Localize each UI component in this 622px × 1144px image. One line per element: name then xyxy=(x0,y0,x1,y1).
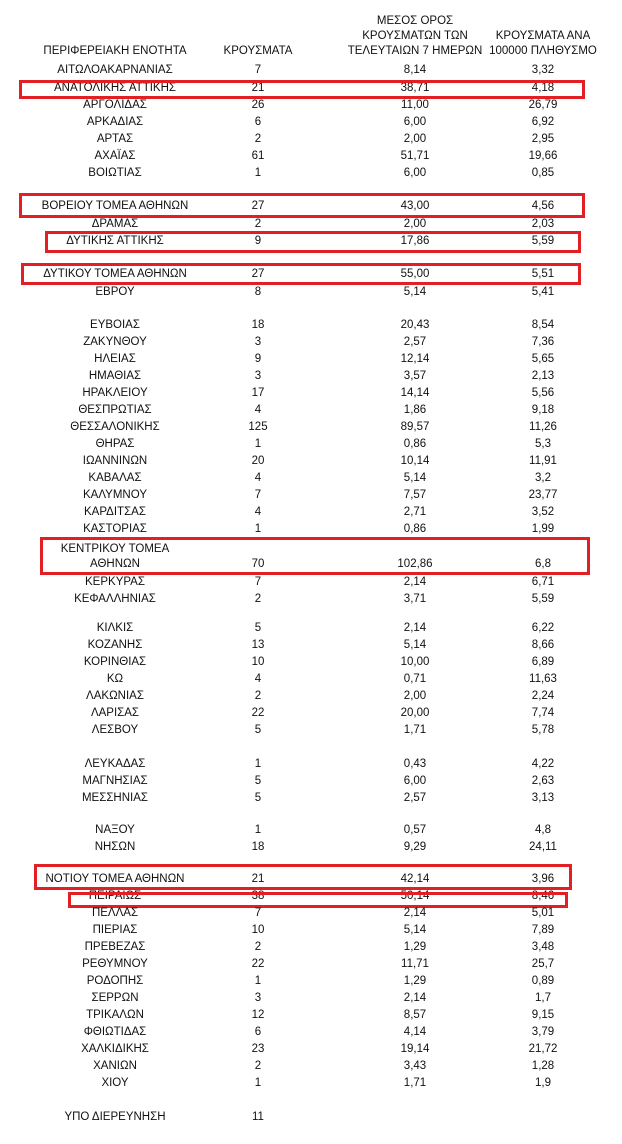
region-name: ΔΥΤΙΚΗΣ ΑΤΤΙΚΗΣ xyxy=(66,235,164,247)
highlight-box-κεντρικου-τομεα-αθηνων xyxy=(40,537,590,575)
per100k-value: 6,89 xyxy=(531,656,555,668)
region-name-line-2: ΑΘΗΝΩΝ xyxy=(90,558,140,570)
per100k-value: 4,8 xyxy=(535,824,551,836)
cases-value: 2 xyxy=(254,133,262,145)
column-header-region: ΠΕΡΙΦΕΡΕΙΑΚΗ ΕΝΟΤΗΤΑ xyxy=(43,45,187,57)
cases-value: 27 xyxy=(251,200,265,212)
table-row xyxy=(0,574,622,591)
per100k-value: 9,18 xyxy=(531,404,555,416)
cases-value: 1 xyxy=(254,523,262,535)
avg-7day-value: 5,14 xyxy=(403,472,427,484)
cases-value: 5 xyxy=(254,724,262,736)
per100k-value: 1,7 xyxy=(535,992,551,1004)
region-name: ΗΛΕΙΑΣ xyxy=(94,353,136,365)
table-row xyxy=(0,165,622,182)
cases-value: 21 xyxy=(251,82,265,94)
per100k-header-line-1: ΚΡΟΥΣΜΑΤΑ ΑΝΑ xyxy=(495,30,591,42)
table-row xyxy=(0,1007,622,1024)
avg-7day-value: 55,00 xyxy=(400,268,430,280)
avg-7day-value: 102,86 xyxy=(397,558,433,570)
region-name: ΠΙΕΡΙΑΣ xyxy=(92,924,138,936)
avg-7day-value: 42,14 xyxy=(400,873,430,885)
avg-header-line-3: ΤΕΛΕΥΤΑΙΩΝ 7 ΗΜΕΡΩΝ xyxy=(347,45,483,57)
per100k-value: 3,52 xyxy=(531,506,555,518)
table-row xyxy=(0,284,622,301)
per100k-value: 4,22 xyxy=(531,758,555,770)
highlight-box-νοτιου-τομεα-αθηνων xyxy=(34,864,572,890)
cases-value: 27 xyxy=(251,268,265,280)
table-row xyxy=(0,654,622,671)
per100k-value: 2,24 xyxy=(531,690,555,702)
table-row xyxy=(0,722,622,739)
per100k-value: 3,32 xyxy=(531,64,555,76)
table-row xyxy=(0,114,622,131)
region-name: ΥΠΟ ΔΙΕΡΕΥΝΗΣΗ xyxy=(64,1111,166,1123)
cases-value: 5 xyxy=(254,622,262,634)
cases-value: 2 xyxy=(254,1060,262,1072)
cases-value: 11 xyxy=(252,1111,264,1123)
avg-7day-value: 3,43 xyxy=(403,1060,427,1072)
region-name: ΧΑΝΙΩΝ xyxy=(93,1060,137,1072)
cases-value: 6 xyxy=(254,1026,262,1038)
cases-value: 10 xyxy=(251,656,265,668)
avg-7day-value: 0,71 xyxy=(403,673,427,685)
region-name: ΚΩ xyxy=(106,673,124,685)
avg-7day-value: 43,00 xyxy=(400,200,430,212)
table-row xyxy=(0,620,622,637)
table-row xyxy=(0,773,622,790)
per100k-value: 3,79 xyxy=(531,1026,555,1038)
cases-value: 4 xyxy=(254,673,262,685)
per100k-value: 5,59 xyxy=(531,235,555,247)
per100k-value: 5,3 xyxy=(535,438,551,450)
table-row xyxy=(0,351,622,368)
cases-value: 21 xyxy=(251,873,265,885)
per100k-value: 3,96 xyxy=(531,873,555,885)
region-name: ΚΕΡΚΥΡΑΣ xyxy=(85,576,145,588)
cases-value: 23 xyxy=(251,1043,265,1055)
region-name: ΡΟΔΟΠΗΣ xyxy=(86,975,144,987)
avg-7day-value: 10,00 xyxy=(400,656,430,668)
region-name: ΚΑΡΔΙΤΣΑΣ xyxy=(84,506,146,518)
per100k-value: 5,65 xyxy=(531,353,555,365)
cases-value: 1 xyxy=(254,824,262,836)
table-row xyxy=(0,1109,622,1126)
table-row xyxy=(0,922,622,939)
avg-7day-value: 0,86 xyxy=(403,438,427,450)
region-name: ΛΕΣΒΟΥ xyxy=(91,724,139,736)
cases-value: 4 xyxy=(254,472,262,484)
table-row xyxy=(0,487,622,504)
avg-7day-value: 12,14 xyxy=(400,353,430,365)
region-name: ΒΟΡΕΙΟΥ ΤΟΜΕΑ ΑΘΗΝΩΝ xyxy=(41,200,189,212)
region-name: ΘΕΣΠΡΩΤΙΑΣ xyxy=(78,404,152,416)
cases-value: 3 xyxy=(254,992,262,1004)
highlight-box-δυτικου-τομεα-αθηνων xyxy=(21,263,581,285)
region-name: ΒΟΙΩΤΙΑΣ xyxy=(88,167,142,179)
region-name: ΛΑΡΙΣΑΣ xyxy=(90,707,140,719)
cases-value: 2 xyxy=(254,690,262,702)
region-name: ΚΕΦΑΛΛΗΝΙΑΣ xyxy=(74,593,156,605)
table-row xyxy=(0,671,622,688)
region-name: ΚΑΛΥΜΝΟΥ xyxy=(83,489,147,501)
cases-value: 5 xyxy=(254,792,262,804)
region-name: ΠΡΕΒΕΖΑΣ xyxy=(84,941,146,953)
avg-7day-value: 6,00 xyxy=(403,167,427,179)
cases-value: 1 xyxy=(254,758,262,770)
table-row xyxy=(0,705,622,722)
per100k-value: 7,74 xyxy=(531,707,555,719)
per100k-value: 6,92 xyxy=(531,116,555,128)
cases-value: 2 xyxy=(254,941,262,953)
region-name: ΚΟΖΑΝΗΣ xyxy=(87,639,143,651)
table-row xyxy=(0,470,622,487)
cases-value: 8 xyxy=(254,286,262,298)
per100k-value: 7,89 xyxy=(531,924,555,936)
avg-7day-value: 4,14 xyxy=(403,1026,427,1038)
table-row xyxy=(0,148,622,165)
per100k-value: 1,99 xyxy=(531,523,555,535)
avg-7day-value: 0,86 xyxy=(403,523,427,535)
column-header-cases: ΚΡΟΥΣΜΑΤΑ xyxy=(223,45,293,57)
cases-value: 12 xyxy=(251,1009,265,1021)
avg-7day-value: 10,14 xyxy=(400,455,430,467)
avg-7day-value: 0,57 xyxy=(403,824,427,836)
table-row xyxy=(0,790,622,807)
per100k-value: 3,2 xyxy=(535,472,551,484)
cases-value: 1 xyxy=(254,1077,262,1089)
per100k-value: 6,22 xyxy=(531,622,555,634)
cases-value: 5 xyxy=(254,775,262,787)
avg-7day-value: 11,71 xyxy=(401,958,429,970)
cases-value: 7 xyxy=(254,64,262,76)
avg-7day-value: 2,00 xyxy=(403,218,427,230)
per100k-value: 9,15 xyxy=(531,1009,555,1021)
region-name: ΜΑΓΝΗΣΙΑΣ xyxy=(82,775,148,787)
per100k-value: 5,78 xyxy=(531,724,555,736)
per100k-value: 2,13 xyxy=(531,370,555,382)
cases-value: 9 xyxy=(254,235,262,247)
avg-7day-value: 51,71 xyxy=(400,150,430,162)
table-row xyxy=(0,402,622,419)
region-name: ΚΑΣΤΟΡΙΑΣ xyxy=(83,523,147,535)
per100k-value: 8,46 xyxy=(531,890,555,902)
table-row xyxy=(0,591,622,608)
region-name: ΠΕΙΡΑΙΩΣ xyxy=(88,890,142,902)
highlight-box-δυτικης-αττικης xyxy=(45,231,581,253)
avg-7day-value: 89,57 xyxy=(400,421,430,433)
avg-7day-value: 2,00 xyxy=(403,133,427,145)
column-header-avg xyxy=(330,14,500,59)
avg-7day-value: 3,71 xyxy=(403,593,427,605)
region-name: ΕΥΒΟΙΑΣ xyxy=(90,319,140,331)
per100k-value: 5,59 xyxy=(531,593,555,605)
per100k-value: 1,9 xyxy=(535,1077,551,1089)
column-header-per100k xyxy=(478,29,608,59)
table-row xyxy=(0,1041,622,1058)
table-row xyxy=(0,131,622,148)
cases-value: 1 xyxy=(254,167,262,179)
avg-7day-value: 1,86 xyxy=(403,404,427,416)
table-row xyxy=(0,419,622,436)
avg-7day-value: 2,57 xyxy=(403,792,427,804)
avg-7day-value: 3,57 xyxy=(403,370,427,382)
table-row xyxy=(0,956,622,973)
avg-7day-value: 8,14 xyxy=(403,64,427,76)
table-row xyxy=(0,637,622,654)
region-name: ΔΡΑΜΑΣ xyxy=(91,218,139,230)
region-name: ΣΕΡΡΩΝ xyxy=(91,992,139,1004)
cases-value: 1 xyxy=(254,975,262,987)
avg-7day-value: 5,14 xyxy=(403,924,427,936)
avg-7day-value: 2,14 xyxy=(403,576,427,588)
region-name: ΚΙΛΚΙΣ xyxy=(96,622,134,634)
per100k-value: 21,72 xyxy=(528,1043,558,1055)
avg-7day-value: 11,00 xyxy=(401,99,429,111)
per100k-value: 3,13 xyxy=(531,792,555,804)
cases-value: 70 xyxy=(251,558,265,570)
avg-header-line-1: ΜΕΣΟΣ ΟΡΟΣ xyxy=(376,15,454,27)
avg-7day-value: 17,86 xyxy=(400,235,430,247)
cases-value: 4 xyxy=(254,404,262,416)
avg-7day-value: 1,71 xyxy=(403,724,427,736)
avg-7day-value: 0,43 xyxy=(403,758,427,770)
region-name: ΝΗΣΩΝ xyxy=(94,841,136,853)
avg-7day-value: 6,00 xyxy=(403,775,427,787)
region-name: ΚΑΒΑΛΑΣ xyxy=(88,472,142,484)
cases-value: 4 xyxy=(254,506,262,518)
per100k-value: 6,71 xyxy=(531,576,555,588)
per100k-value: 11,26 xyxy=(529,421,557,433)
per100k-value: 3,48 xyxy=(531,941,555,953)
region-name: ΝΟΤΙΟΥ ΤΟΜΕΑ ΑΘΗΝΩΝ xyxy=(45,873,185,885)
avg-7day-value: 5,14 xyxy=(403,286,427,298)
per100k-value: 8,54 xyxy=(531,319,555,331)
cases-value: 20 xyxy=(251,455,265,467)
per100k-value: 8,66 xyxy=(531,639,555,651)
avg-7day-value: 20,43 xyxy=(400,319,430,331)
per100k-value: 23,77 xyxy=(528,489,558,501)
per100k-value: 6,8 xyxy=(535,558,551,570)
per100k-value: 5,51 xyxy=(531,268,555,280)
cases-value: 7 xyxy=(254,489,262,501)
table-row xyxy=(0,317,622,334)
table-row xyxy=(0,839,622,856)
cases-value: 18 xyxy=(251,319,265,331)
per100k-value: 2,03 xyxy=(531,218,555,230)
cases-value: 6 xyxy=(254,116,262,128)
avg-7day-value: 1,29 xyxy=(403,975,427,987)
region-name: ΗΜΑΘΙΑΣ xyxy=(88,370,142,382)
table-row xyxy=(0,521,622,538)
per100k-value: 26,79 xyxy=(528,99,558,111)
table-row xyxy=(0,504,622,521)
cases-value: 2 xyxy=(254,593,262,605)
region-name: ΖΑΚΥΝΘΟΥ xyxy=(83,336,147,348)
cases-value: 1 xyxy=(254,438,262,450)
table-row xyxy=(0,1024,622,1041)
cases-value: 61 xyxy=(251,150,265,162)
cases-value: 17 xyxy=(251,387,265,399)
per100k-value: 5,41 xyxy=(531,286,555,298)
region-name: ΗΡΑΚΛΕΙΟΥ xyxy=(82,387,148,399)
avg-7day-value: 2,57 xyxy=(403,336,427,348)
avg-7day-value: 1,29 xyxy=(403,941,427,953)
avg-7day-value: 20,00 xyxy=(400,707,430,719)
cases-value: 7 xyxy=(254,576,262,588)
cases-value: 125 xyxy=(248,421,268,433)
per100k-value: 5,56 xyxy=(531,387,555,399)
region-name: ΧΙΟΥ xyxy=(101,1077,129,1089)
per100k-value: 2,63 xyxy=(531,775,555,787)
avg-header-line-2: ΚΡΟΥΣΜΑΤΩΝ ΤΩΝ xyxy=(362,30,468,42)
region-name-line-1: ΚΕΝΤΡΙΚΟΥ ΤΟΜΕΑ xyxy=(60,543,170,555)
region-name: ΚΟΡΙΝΘΙΑΣ xyxy=(83,656,147,668)
region-name: ΘΗΡΑΣ xyxy=(95,438,135,450)
avg-7day-value: 38,71 xyxy=(400,82,430,94)
region-name: ΜΕΣΣΗΝΙΑΣ xyxy=(81,792,149,804)
region-name: ΕΒΡΟΥ xyxy=(95,286,135,298)
table-row xyxy=(0,822,622,839)
cases-value: 3 xyxy=(254,370,262,382)
table-row xyxy=(0,62,622,79)
cases-value: 7 xyxy=(254,907,262,919)
avg-7day-value: 2,00 xyxy=(403,690,427,702)
per100k-value: 4,18 xyxy=(531,82,555,94)
per100k-value: 24,11 xyxy=(529,841,557,853)
cases-value: 26 xyxy=(251,99,265,111)
region-name: ΠΕΛΛΑΣ xyxy=(91,907,139,919)
table-row xyxy=(0,1075,622,1092)
avg-7day-value: 2,14 xyxy=(403,992,427,1004)
avg-7day-value: 9,29 xyxy=(403,841,427,853)
per100k-value: 11,63 xyxy=(529,673,557,685)
table-row xyxy=(0,990,622,1007)
region-name: ΧΑΛΚΙΔΙΚΗΣ xyxy=(81,1043,149,1055)
cases-value: 18 xyxy=(251,841,265,853)
per100k-value: 25,7 xyxy=(531,958,555,970)
avg-7day-value: 5,14 xyxy=(403,639,427,651)
per100k-value: 1,28 xyxy=(531,1060,555,1072)
cases-value: 38 xyxy=(251,890,265,902)
region-name: ΑΝΑΤΟΛΙΚΗΣ ΑΤΤΙΚΗΣ xyxy=(53,82,176,94)
avg-7day-value: 2,71 xyxy=(403,506,427,518)
avg-7day-value: 6,00 xyxy=(403,116,427,128)
table-row xyxy=(0,436,622,453)
per100k-value: 0,85 xyxy=(531,167,555,179)
region-name: ΛΑΚΩΝΙΑΣ xyxy=(86,690,144,702)
cases-value: 13 xyxy=(251,639,265,651)
table-row xyxy=(0,97,622,114)
region-name: ΑΧΑΪΑΣ xyxy=(94,150,136,162)
per100k-value: 0,89 xyxy=(531,975,555,987)
highlight-box-βορειου-τομεα-αθηνων xyxy=(19,193,585,218)
per100k-value: 11,91 xyxy=(529,455,557,467)
region-name: ΑΙΤΩΛΟΑΚΑΡΝΑΝΙΑΣ xyxy=(57,64,173,76)
avg-7day-value: 50,14 xyxy=(400,890,430,902)
region-name: ΡΕΘΥΜΝΟΥ xyxy=(82,958,148,970)
table-row xyxy=(0,939,622,956)
avg-7day-value: 8,57 xyxy=(403,1009,427,1021)
avg-7day-value: 14,14 xyxy=(400,387,430,399)
region-name: ΛΕΥΚΑΔΑΣ xyxy=(84,758,146,770)
cases-value: 10 xyxy=(251,924,265,936)
table-row xyxy=(0,385,622,402)
per100k-value: 2,95 xyxy=(531,133,555,145)
region-name: ΑΡΓΟΛΙΔΑΣ xyxy=(83,99,147,111)
per100k-value: 5,01 xyxy=(531,907,555,919)
avg-7day-value: 7,57 xyxy=(403,489,427,501)
table-row xyxy=(0,1058,622,1075)
per100k-value: 4,56 xyxy=(531,200,555,212)
cases-value: 9 xyxy=(254,353,262,365)
cases-value: 22 xyxy=(251,707,265,719)
cases-value: 2 xyxy=(254,218,262,230)
table-row xyxy=(0,688,622,705)
avg-7day-value: 19,14 xyxy=(400,1043,430,1055)
per100k-value: 19,66 xyxy=(528,150,558,162)
avg-7day-value: 2,14 xyxy=(403,622,427,634)
table-row xyxy=(0,905,622,922)
cases-value: 22 xyxy=(251,958,265,970)
per100k-header-line-2: 100000 ΠΛΗΘΥΣΜΟ xyxy=(489,45,597,57)
table-row xyxy=(0,973,622,990)
avg-7day-value: 1,71 xyxy=(403,1077,427,1089)
region-name: ΙΩΑΝΝΙΝΩΝ xyxy=(82,455,148,467)
per100k-value: 7,36 xyxy=(531,336,555,348)
region-name: ΘΕΣΣΑΛΟΝΙΚΗΣ xyxy=(70,421,160,433)
region-name: ΝΑΞΟΥ xyxy=(95,824,135,836)
region-name: ΑΡΚΑΔΙΑΣ xyxy=(86,116,144,128)
region-name: ΤΡΙΚΑΛΩΝ xyxy=(86,1009,144,1021)
region-name: ΦΘΙΩΤΙΔΑΣ xyxy=(83,1026,147,1038)
avg-7day-value: 2,14 xyxy=(403,907,427,919)
table-row xyxy=(0,453,622,470)
region-name: ΔΥΤΙΚΟΥ ΤΟΜΕΑ ΑΘΗΝΩΝ xyxy=(43,268,187,280)
region-name: ΑΡΤΑΣ xyxy=(96,133,134,145)
table-row xyxy=(0,334,622,351)
table-row xyxy=(0,368,622,385)
table-row xyxy=(0,756,622,773)
cases-value: 3 xyxy=(254,336,262,348)
